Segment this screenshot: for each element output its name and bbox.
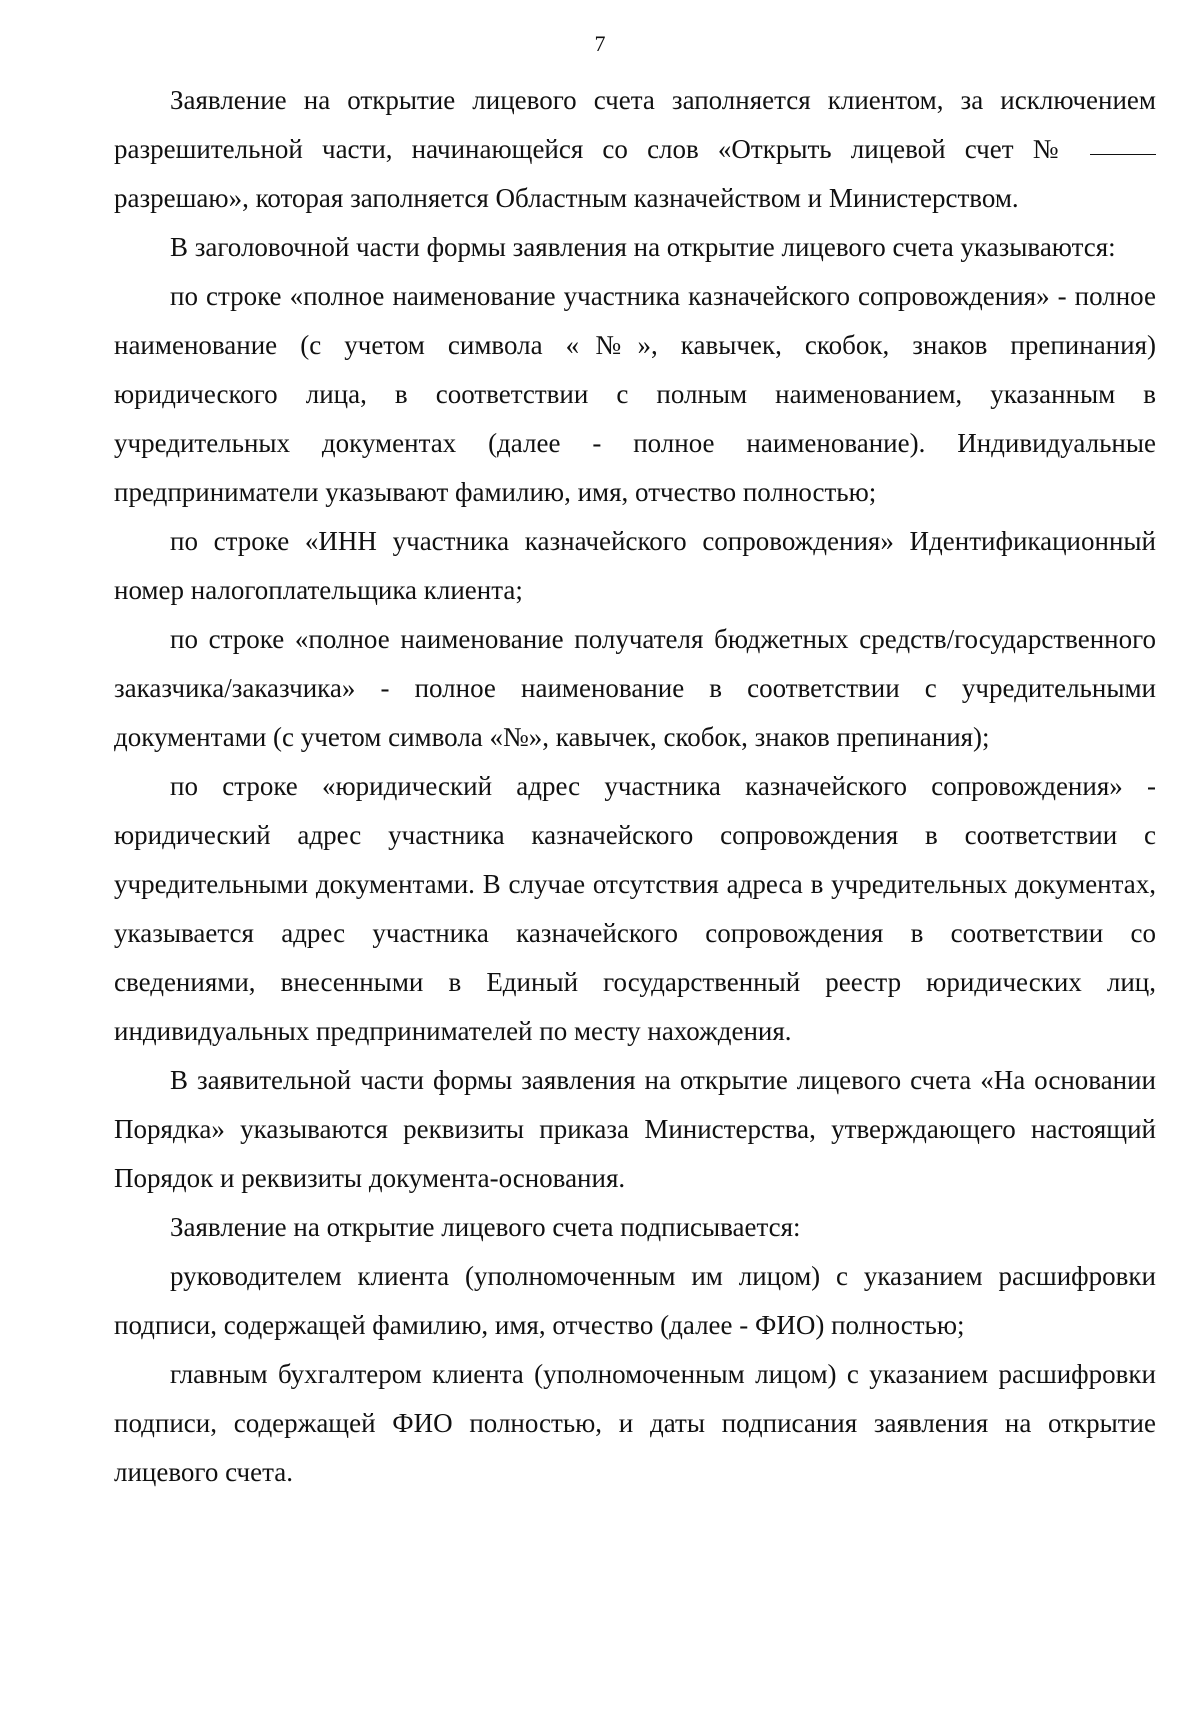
- paragraph: В заявительной части формы заявления на открытие лицевого счета «На основании Порядка» указываются реквизиты приказа Министерства, утверждающего настоящий Порядок и реквизиты документа-основания.: [114, 1065, 1156, 1193]
- paragraph: руководителем клиента (уполномоченным им лицом) с указанием расшифровки подписи, содержащей фамилию, имя, отчество (далее - ФИО) полностью;: [114, 1261, 1156, 1340]
- paragraph: Заявление на открытие лицевого счета подписывается:: [170, 1212, 801, 1242]
- paragraph: главным бухгалтером клиента (уполномоченным лицом) с указанием расшифровки подписи, содержащей ФИО полностью, и даты подписания заявления на открытие лицевого счета.: [114, 1359, 1156, 1487]
- paragraph: по строке «ИНН участника казначейского сопровождения» Идентификационный номер налогоплательщика клиента;: [114, 526, 1156, 605]
- paragraph: В заголовочной части формы заявления на открытие лицевого счета указываются:: [170, 232, 1116, 262]
- paragraph: по строке «полное наименование участника казначейского сопровождения» - полное наименование (с учетом символа «№», кавычек, скобок, знаков препинания) юридического лица, в соответствии с полным наименованием, указанным в учредительных документах (далее - полное наименование). Индивидуальные предприниматели указывают фамилию, имя, отчество полностью;: [114, 281, 1156, 507]
- paragraph-text: Заявление на открытие лицевого счета заполняется клиентом, за исключением разрешительной части, начинающейся со слов «Открыть лицевой счет №: [114, 85, 1156, 164]
- paragraph: по строке «полное наименование получателя бюджетных средств/государственного заказчика/заказчика» - полное наименование в соответствии с учредительными документами (с учетом символа «№», кавычек, скобок, знаков препинания);: [114, 624, 1156, 752]
- page-number: 7: [594, 31, 606, 56]
- paragraph: [114, 76, 1156, 223]
- paragraph: по строке «юридический адрес участника казначейского сопровождения» - юридический адрес участника казначейского сопровождения в соответствии с учредительными документами. В случае отсутствия адреса в учредительных документах, указывается адрес участника казначейского сопровождения в соответствии со сведениями, внесенными в Единый государственный реестр юридических лиц, индивидуальных предпринимателей по месту нахождения.: [114, 771, 1156, 1046]
- blank-field-line: [1090, 153, 1156, 155]
- document-body: [114, 76, 1156, 1497]
- paragraph-text-continued: разрешаю», которая заполняется Областным казначейством и Министерством.: [114, 183, 1019, 213]
